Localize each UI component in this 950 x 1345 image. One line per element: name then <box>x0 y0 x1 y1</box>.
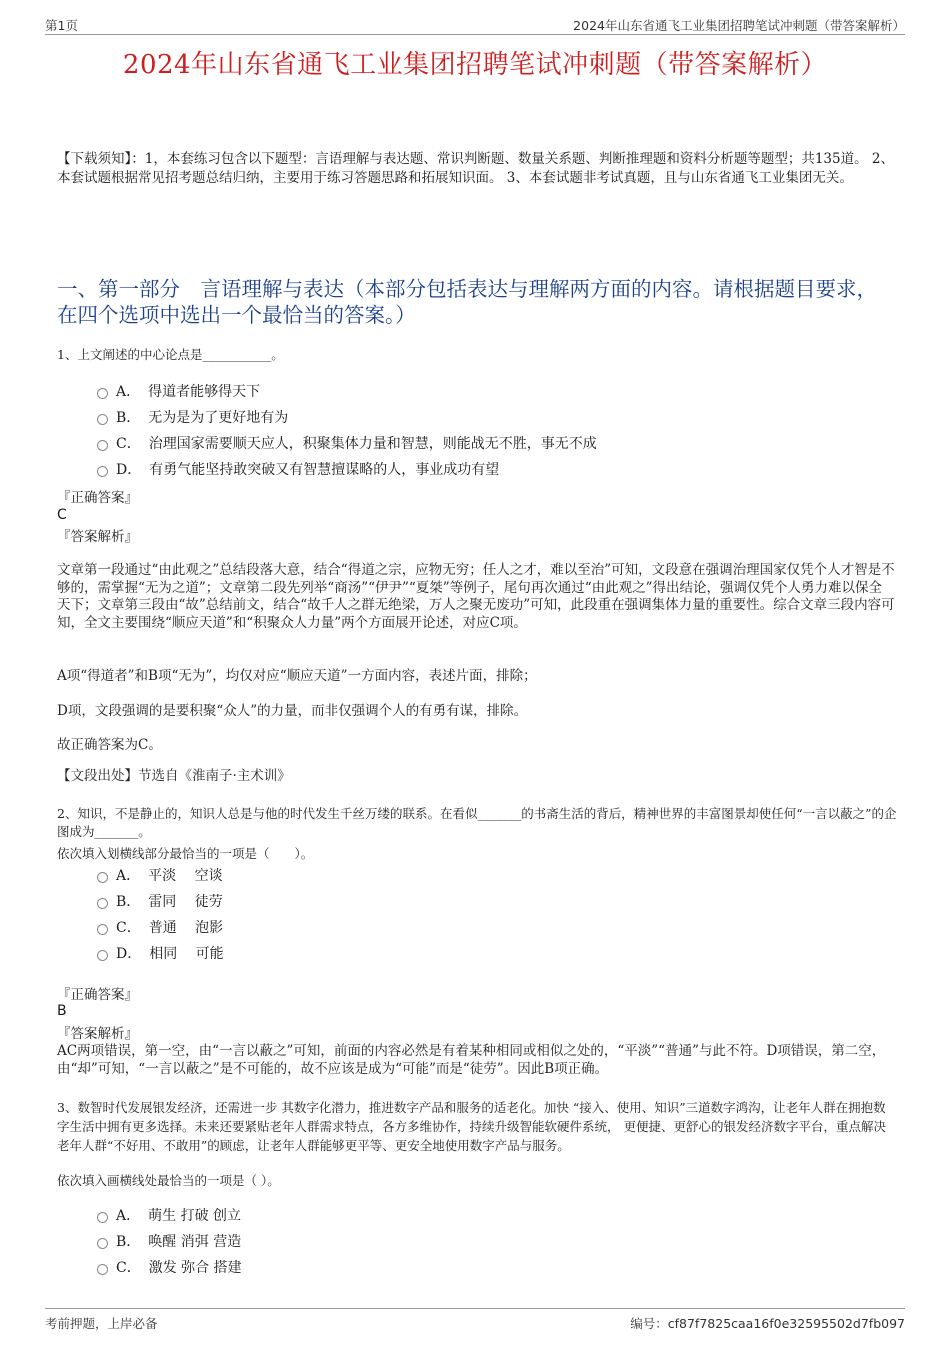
q3-option-a[interactable]: A． 萌生 打破 创立 <box>97 1206 241 1226</box>
q2-option-d[interactable]: D． 相同 可能 <box>97 944 224 964</box>
q1-option-c[interactable]: C． 治理国家需要顺天应人，积聚集体力量和智慧，则能战无不胜，事无不成 <box>97 434 597 454</box>
q1-analysis-paragraph: 文章第一段通过“由此观之”总结段落大意，结合“得道之宗，应物无穷；任人之才，难以至治”可知，文段意在强调治理国家仅凭个人才智是不够的，需掌握“无为之道”；文章第二段先列举“商汤”“伊尹”“夏桀”等例子，尾句再次通过“由此观之”得出结论，强调仅凭个人勇力难以保全天下；文章第三段由“故”总结前文，结合“故千人之群无绝梁，万人之聚无废功”可知，此段重在强调集体力量的重要性。综合文章三段内容可知，全文主要围绕“顺应天道”和“积聚众人力量”两个方面展开论述，对应C项。 <box>57 562 895 631</box>
q2-correct-answer: B <box>57 1003 67 1019</box>
header-doc-title: 2024年山东省通飞工业集团招聘笔试冲刺题（带答案解析） <box>573 18 905 33</box>
radio-button-icon[interactable] <box>97 466 108 477</box>
radio-button-icon[interactable] <box>97 440 108 451</box>
q2-correct-answer-label: 『正确答案』 <box>57 987 138 1003</box>
q1-option-a[interactable]: A． 得道者能够得天下 <box>97 382 260 402</box>
q2-option-c[interactable]: C． 普通 泡影 <box>97 918 223 938</box>
radio-button-icon[interactable] <box>97 414 108 425</box>
footer-code <box>630 1314 905 1332</box>
section-heading: 一、第一部分 言语理解与表达（本部分包括表达与理解两方面的内容。请根据题目要求，在四个选项中选出一个最恰当的答案。） <box>57 277 877 327</box>
footer-code-label: 编号： <box>630 1316 668 1331</box>
radio-button-icon[interactable] <box>97 1238 108 1249</box>
q1-source: 【文段出处】节选自《淮南子·主术训》 <box>57 768 291 784</box>
question-2-prompt: 依次填入划横线部分最恰当的一项是（ ）。 <box>57 846 314 861</box>
radio-button-icon[interactable] <box>97 872 108 883</box>
q1-option-b[interactable]: B． 无为是为了更好地有为 <box>97 408 288 428</box>
question-3-prompt: 依次填入画横线处最恰当的一项是（ ）。 <box>57 1173 280 1188</box>
q3-option-b[interactable]: B． 唤醒 消弭 营造 <box>97 1232 241 1252</box>
q2-option-a[interactable]: A． 平淡 空谈 <box>97 866 223 886</box>
radio-button-icon[interactable] <box>97 388 108 399</box>
q1-analysis-paragraph: 故正确答案为C。 <box>57 737 162 753</box>
q1-correct-answer-label: 『正确答案』 <box>57 490 138 506</box>
footer-rule <box>45 1308 905 1309</box>
question-3-stem: 3、数智时代发展银发经济，还需进一步 其数字化潜力，推进数字产品和服务的适老化。加快 “接入、使用、知识”三道数字鸿沟，让老年人群在拥抱数字生活中拥有更多选择。未来还要紧贴老年人群需求特点，各方多维协作，持续升级智能软硬件系统， 更便捷、更舒心的银发经济数字平台，重点解决老年人群“不好用、不敢用”的顾虑，让老年人群能够更平等、更安全地使用数字产品与服务。 <box>57 1100 886 1153</box>
footer-code-value: cf87f7825caa16f0e32595502d7fb097 <box>667 1316 905 1331</box>
q1-option-d[interactable]: D． 有勇气能坚持敢突破又有智慧擅谋略的人，事业成功有望 <box>97 460 499 480</box>
radio-button-icon[interactable] <box>97 898 108 909</box>
radio-button-icon[interactable] <box>97 924 108 935</box>
question-1-stem: 1、上文阐述的中心论点是___________。 <box>57 347 284 362</box>
header-page-number: 第1页 <box>45 18 78 33</box>
q2-option-b[interactable]: B． 雷同 徒劳 <box>97 892 223 912</box>
q2-analysis-label: 『答案解析』 <box>57 1026 138 1042</box>
download-notice: 【下载须知】：1，本套练习包含以下题型：言语理解与表达题、常识判断题、数量关系题、判断推理题和资料分析题等题型；共135道。 2、本套试题根据常见招考题总结归纳，主要用于练习答题思路和拓展知识面。 3、本套试题非考试真题，且与山东省通飞工业集团无关。 <box>57 151 894 186</box>
page-title: 2024年山东省通飞工业集团招聘笔试冲刺题（带答案解析） <box>122 50 828 80</box>
q1-correct-answer: C <box>57 507 67 523</box>
q1-analysis-label: 『答案解析』 <box>57 529 138 545</box>
question-2-stem: 2、知识，不是静止的，知识人总是与他的时代发生千丝万缕的联系。在看似_______的书斋生活的背后，精神世界的丰富图景却使任何“一言以蔽之”的企图成为_______。 <box>57 806 897 839</box>
header-rule <box>45 34 905 35</box>
q1-analysis-paragraph: D项，文段强调的是要积聚“众人”的力量，而非仅强调个人的有勇有谋，排除。 <box>57 703 528 719</box>
radio-button-icon[interactable] <box>97 1212 108 1223</box>
q1-analysis-paragraph: A项“得道者”和B项“无为”，均仅对应“顺应天道”一方面内容，表述片面，排除； <box>57 668 537 684</box>
radio-button-icon[interactable] <box>97 1264 108 1275</box>
q3-option-c[interactable]: C． 激发 弥合 搭建 <box>97 1258 242 1278</box>
footer-slogan: 考前押题，上岸必备 <box>45 1316 158 1331</box>
q2-analysis-paragraph: AC两项错误，第一空，由“一言以蔽之”可知，前面的内容必然是有着某种相同或相似之处的，“平淡”“普通”与此不符。D项错误，第二空，由“却”可知，“一言以蔽之”是不可能的，故不应该是成为“可能”而是“徒劳”。因此B项正确。 <box>57 1043 886 1077</box>
radio-button-icon[interactable] <box>97 950 108 961</box>
